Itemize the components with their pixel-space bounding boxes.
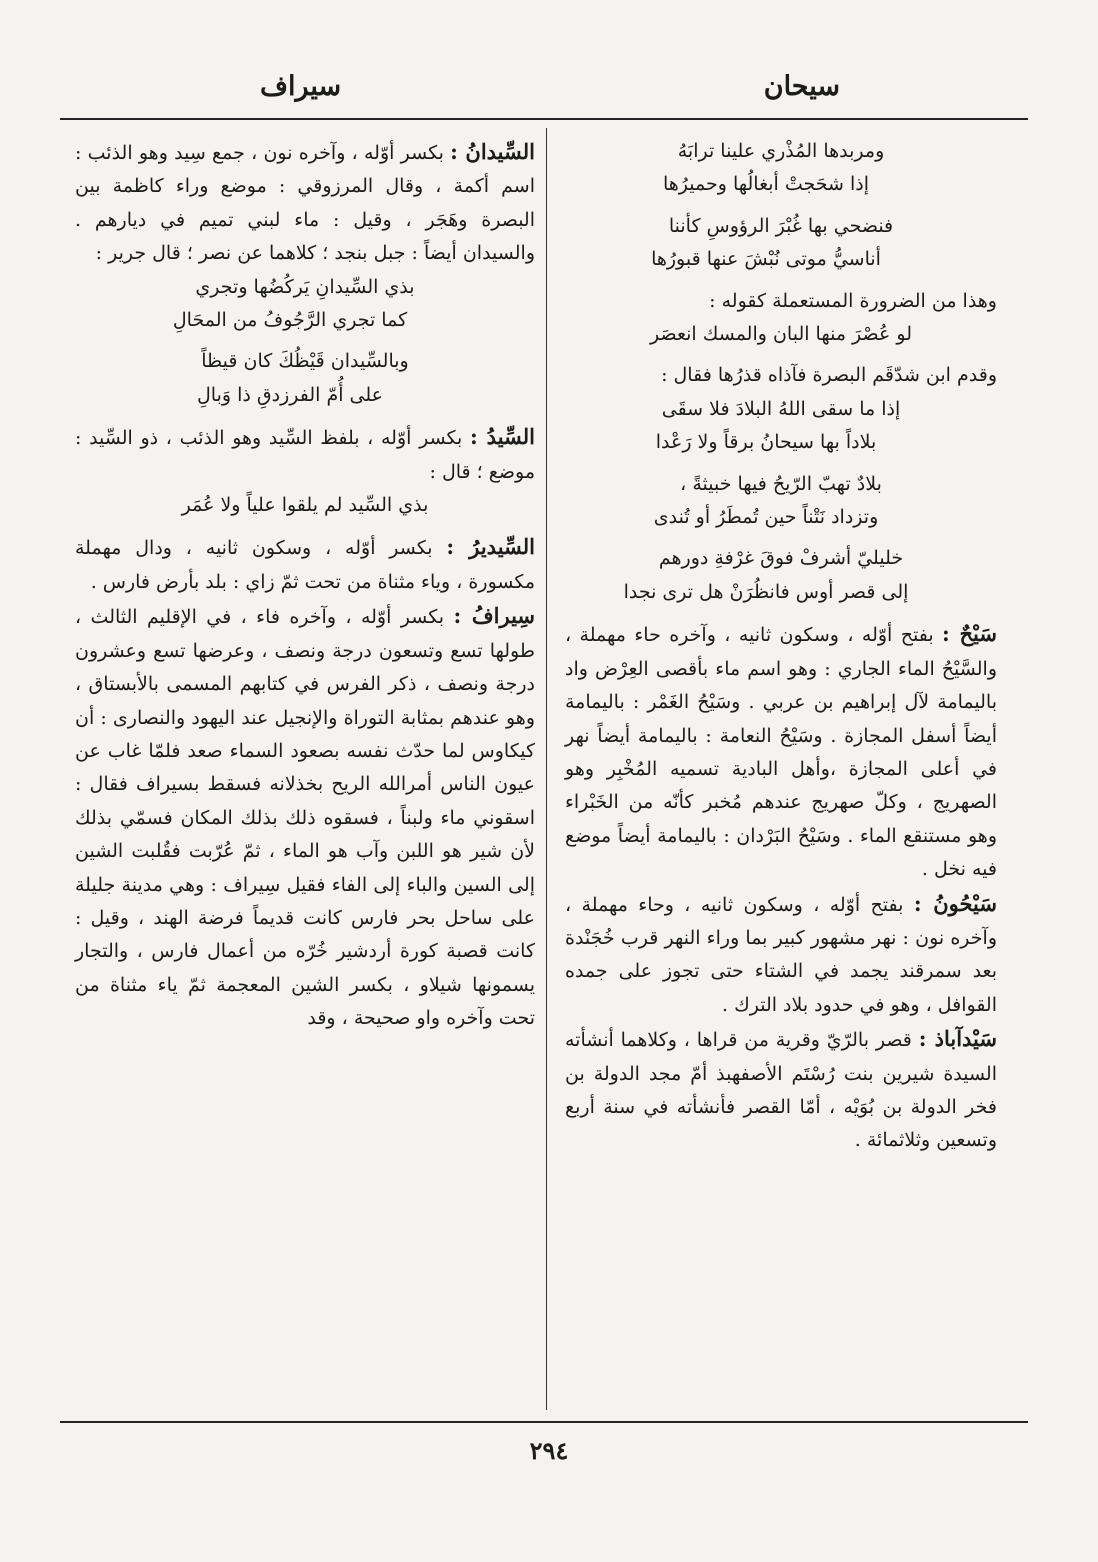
paragraph: وقدم ابن شدّقَم البصرة فآذاه قذرُها فقال : xyxy=(661,364,997,387)
verse-hemistich: إذا ما سقى اللهُ البلادَ فلا سقَى xyxy=(661,397,901,420)
verse-spacer xyxy=(565,277,997,285)
right-column xyxy=(565,135,997,1158)
entry-headword: السِّيدُ : xyxy=(469,424,536,450)
header-left-word: سيراف xyxy=(260,71,342,102)
verse-spacer xyxy=(75,337,535,345)
verse-hemistich: فنضحي بها غُبْرَ الرؤوسِ كأننا xyxy=(668,214,894,237)
entry-text: بكسر أوّله ، وآخره نون ، جمع سِيد وهو الذئب : اسم أكمة ، وقال المرزوقي : موضع وراء كاظمة بين البصرة وهَجَر ، وقيل : ماء لبني تميم في ديارهم . والسيدان أيضاً : جبل بنجد ؛ كلاهما عن نصر ؛ قال جرير : xyxy=(75,142,535,265)
verse-hemistich: إذا شحَجتْ أبغالُها وحميرُها xyxy=(662,173,870,196)
poetry-verse xyxy=(75,489,535,522)
poetry-verse xyxy=(565,468,997,535)
footer-rule xyxy=(60,1421,1028,1423)
entry-headword: السِّيديرُ : xyxy=(446,534,535,560)
dictionary-entry xyxy=(565,887,997,1023)
dictionary-entry xyxy=(565,617,997,886)
dictionary-entry xyxy=(75,530,535,599)
entry-text: بكسر أوّله ، بلفظ السِّيد وهو الذئب ، ذو السِّيد : موضع ؛ قال : xyxy=(75,427,535,483)
verse-hemistich: ومربدها المُذْري علينا ترابَهُ xyxy=(677,140,885,162)
verse-hemistich: بلادٌ تهبّ الرّيحُ فيها خبيثةً ، xyxy=(680,472,882,495)
verse-hemistich: بلاداً بها سيحانُ برقاً ولا رَعْدا xyxy=(655,431,877,454)
verse-hemistich: إلى قصر أوس فانظُرَنْ هل ترى نجدا xyxy=(623,580,909,603)
page-number: ٢٩٤ xyxy=(529,1436,569,1465)
entry-headword: سَيْدآباذ : xyxy=(918,1026,997,1052)
entry-text: قصر بالرّيّ وقرية من قراها ، وكلاهما أنشأته السيدة شيرين بنت رُسْتَم الأصفهبذ أمّ مجد الدولة بن فخر الدولة بن بُوَيْه ، أمّا القصر فأنشأته في سنة أربع وتسعين وثلاثمائة . xyxy=(565,1029,997,1152)
verse-hemistich: أناسيُّ موتى نُبْشَ عنها قبورُها xyxy=(651,248,881,271)
verse-hemistich: خليليّ أشرفْ فوقَ غرْفةِ دورهم xyxy=(658,547,904,570)
poetry-verse xyxy=(75,345,535,412)
left-column xyxy=(75,135,535,1036)
dictionary-entry xyxy=(75,599,535,1035)
verse-spacer xyxy=(75,412,535,420)
verse-spacer xyxy=(565,609,997,617)
poetry-verse xyxy=(75,271,535,338)
dictionary-entry xyxy=(565,1022,997,1158)
verse-hemistich: على أُمّ الفرزدقِ ذا وَبالِ xyxy=(196,383,383,406)
poetry-verse xyxy=(565,318,997,351)
poetry-verse xyxy=(565,210,997,277)
entry-text: بفتح أوّله ، وسكون ثانيه ، وآخره حاء مهملة ، والسَّيْحُ الماء الجاري : وهو اسم ماء بأقصى العِرْض واد باليمامة لآل إبراهيم بن عربي . وسَيْحُ الغَمْر : باليمامة أيضاً أسفل المجازة . وسَيْحُ النعامة : باليمامة أيضاً نهر في أعلى المجازة ،وأهل البادية تسميه المُخْبِر وهو الصهريج ، وكلّ صهريج عندهم مُخبر كأنّه من الخَبْراء وهو مستنقع الماء . وسَيْحُ البَرْدان : باليمامة أيضاً موضع فيه نخل . xyxy=(565,624,997,881)
verse-hemistich: لو عُصْرَ منها البان والمسك انعصَر xyxy=(650,323,912,346)
verse-hemistich: بذي السِّيد لم يلقوا علياً ولا عُمَر xyxy=(181,494,429,517)
verse-spacer xyxy=(565,460,997,468)
verse-hemistich: كما تجري الرَّجُوفُ من المحَالِ xyxy=(172,309,408,332)
verse-spacer xyxy=(565,351,997,359)
header-rule xyxy=(60,118,1028,120)
verse-hemistich: وبالسِّيدان قَيْظُكَ كان قيظاً xyxy=(201,350,409,373)
entry-headword: سَيْحٌ : xyxy=(942,621,997,647)
paragraph: وهذا من الضرورة المستعملة كقوله : xyxy=(709,289,997,312)
entry-text: بكسر أوّله ، وآخره فاء ، في الإقليم الثالث ، طولها تسع وتسعون درجة ونصف ، وعرضها تسع وعشرون درجة ونصف ، ذكر الفرس في كتابهم المسمى بالأبستاق ، وهو عندهم بمثابة التوراة والإنجيل عند اليهود والنصارى : أن كيكاوس لما حدّث نفسه بصعود السماء صعد فلمّا غاب عن عيون الناس أمرالله الريح بخذلانه فسقط بسيراف فقال : اسقوني ماء ولبناً ، فسقوه ذلك بذلك المكان فسمّي بذلك لأن شير هو اللبن وآب هو الماء ، ثمّ عُرّبت فقُلبت الشين إلى السين والباء إلى الفاء فقيل سِيراف : وهي مدينة جليلة على ساحل بحر فارس كانت قديماً فرضة الهند ، وقيل : كانت قصبة كورة أردشير خُرّه من أعمال فارس ، والتجار يسمونها شيلاو ، بكسر الشين المعجمة ثمّ ياء مثناة من تحت وآخره واو صحيحة ، وقد xyxy=(75,606,535,1030)
entry-headword: السِّيدانُ : xyxy=(450,139,535,164)
dictionary-entry xyxy=(75,135,535,271)
dictionary-entry xyxy=(75,420,535,489)
poetry-verse xyxy=(565,135,997,202)
verse-hemistich: بذي السِّيدانِ يَركُضُها وتجري xyxy=(195,275,415,298)
verse-spacer xyxy=(565,534,997,542)
verse-hemistich: وتزداد نَتْناً حين تُمطَرُ أو تُندى xyxy=(653,506,879,529)
entry-headword: سِيرافُ : xyxy=(453,603,535,629)
header-right-word: سيحان xyxy=(763,71,840,102)
entry-headword: سَيْحُونُ : xyxy=(913,890,997,916)
verse-spacer xyxy=(75,522,535,530)
running-header xyxy=(60,62,1030,112)
poetry-verse xyxy=(565,542,997,609)
column-divider xyxy=(546,128,547,1410)
entry-text: بفتح أوّله ، وسكون ثانيه ، وحاء مهملة ، وآخره نون : نهر مشهور كبير بما وراء النهر قرب خُجَنْدة بعد سمرقند يجمد في الشتاء حتى تجوز على جمده القوافل ، وهو في حدود بلاد الترك . xyxy=(565,893,997,1016)
verse-spacer xyxy=(565,202,997,210)
entry-text: بكسر أوّله ، وسكون ثانيه ، ودال مهملة مكسورة ، وياء مثناة من تحت ثمّ زاي : بلد بأرض فارس . xyxy=(75,537,535,593)
poetry-verse xyxy=(565,393,997,460)
